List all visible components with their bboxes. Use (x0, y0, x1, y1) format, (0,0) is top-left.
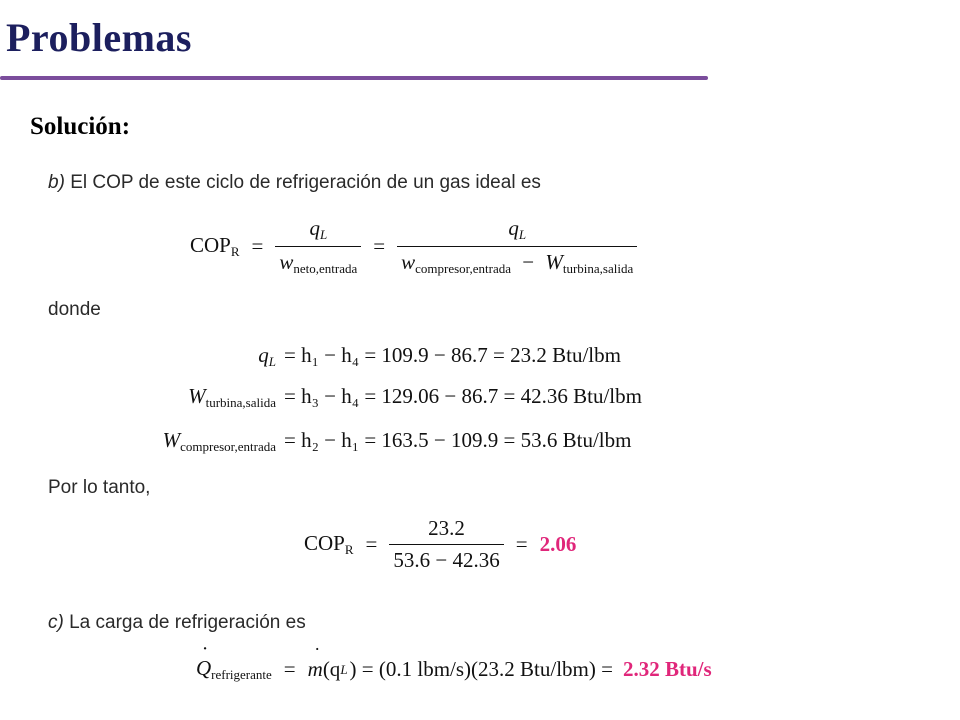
turbine-work-equation: $W_{turbina,salida}$ = h₃ − h₄ = 129.06 − 86.7 = 42.36 Btu/lbm (188, 384, 642, 410)
part-c-label: c) (48, 612, 64, 633)
part-c-intro-text: La carga de refrigeración es (69, 612, 306, 633)
solution-heading: Solución: (30, 113, 131, 140)
cop-fraction-1: $\frac{q_L}{w_{neto,entrada}}$ (275, 216, 361, 277)
cop-result-equation: $COP_R$ = $\frac{23.2}{53.6 - 42.36}$ = 2.06 (304, 516, 577, 572)
cop-definition-equation: $COP_R$ = $\frac{q_L}{w_{neto,entrada}}$ = $\frac{q_L}{w_{compresor,entrada} - W_{turbina,salida}}$ (190, 216, 637, 277)
cop-result-value: 2.06 (539, 532, 577, 556)
cop-lhs: $COP_R$ (190, 233, 240, 259)
page-title: Problemas (6, 15, 192, 60)
part-b-intro-text: El COP de este ciclo de refrigeración de un gas ideal es (70, 172, 541, 193)
refrigeration-load-equation: ˙ $Q_{refrigerante}$ = ˙ m (q L ) = (0.1 lbm/s)(23.2 Btu/lbm) = 2.32 Btu/s (196, 656, 712, 683)
part-b-intro (48, 172, 541, 194)
part-b-label: b) (48, 172, 65, 193)
part-c-intro (48, 612, 306, 634)
compressor-work-equation: $W_{compresor,entrada}$ = h₂ − h₁ = 163.5 − 109.9 = 53.6 Btu/lbm (162, 428, 632, 454)
therefore-text: Por lo tanto, (48, 477, 151, 498)
ql-equation: $q_L$ = h₁ − h₄ = 109.9 − 86.7 = 23.2 Btu/lbm (258, 343, 621, 369)
cop-fraction-2: $\frac{q_L}{w_{compresor,entrada} - W_{turbina,salida}}$ (397, 216, 637, 277)
where-text: donde (48, 299, 101, 320)
load-result-value: 2.32 Btu/s (622, 657, 712, 681)
title-underline (0, 76, 708, 80)
cop-result-fraction: $\frac{23.2}{53.6 - 42.36}$ (389, 516, 503, 573)
